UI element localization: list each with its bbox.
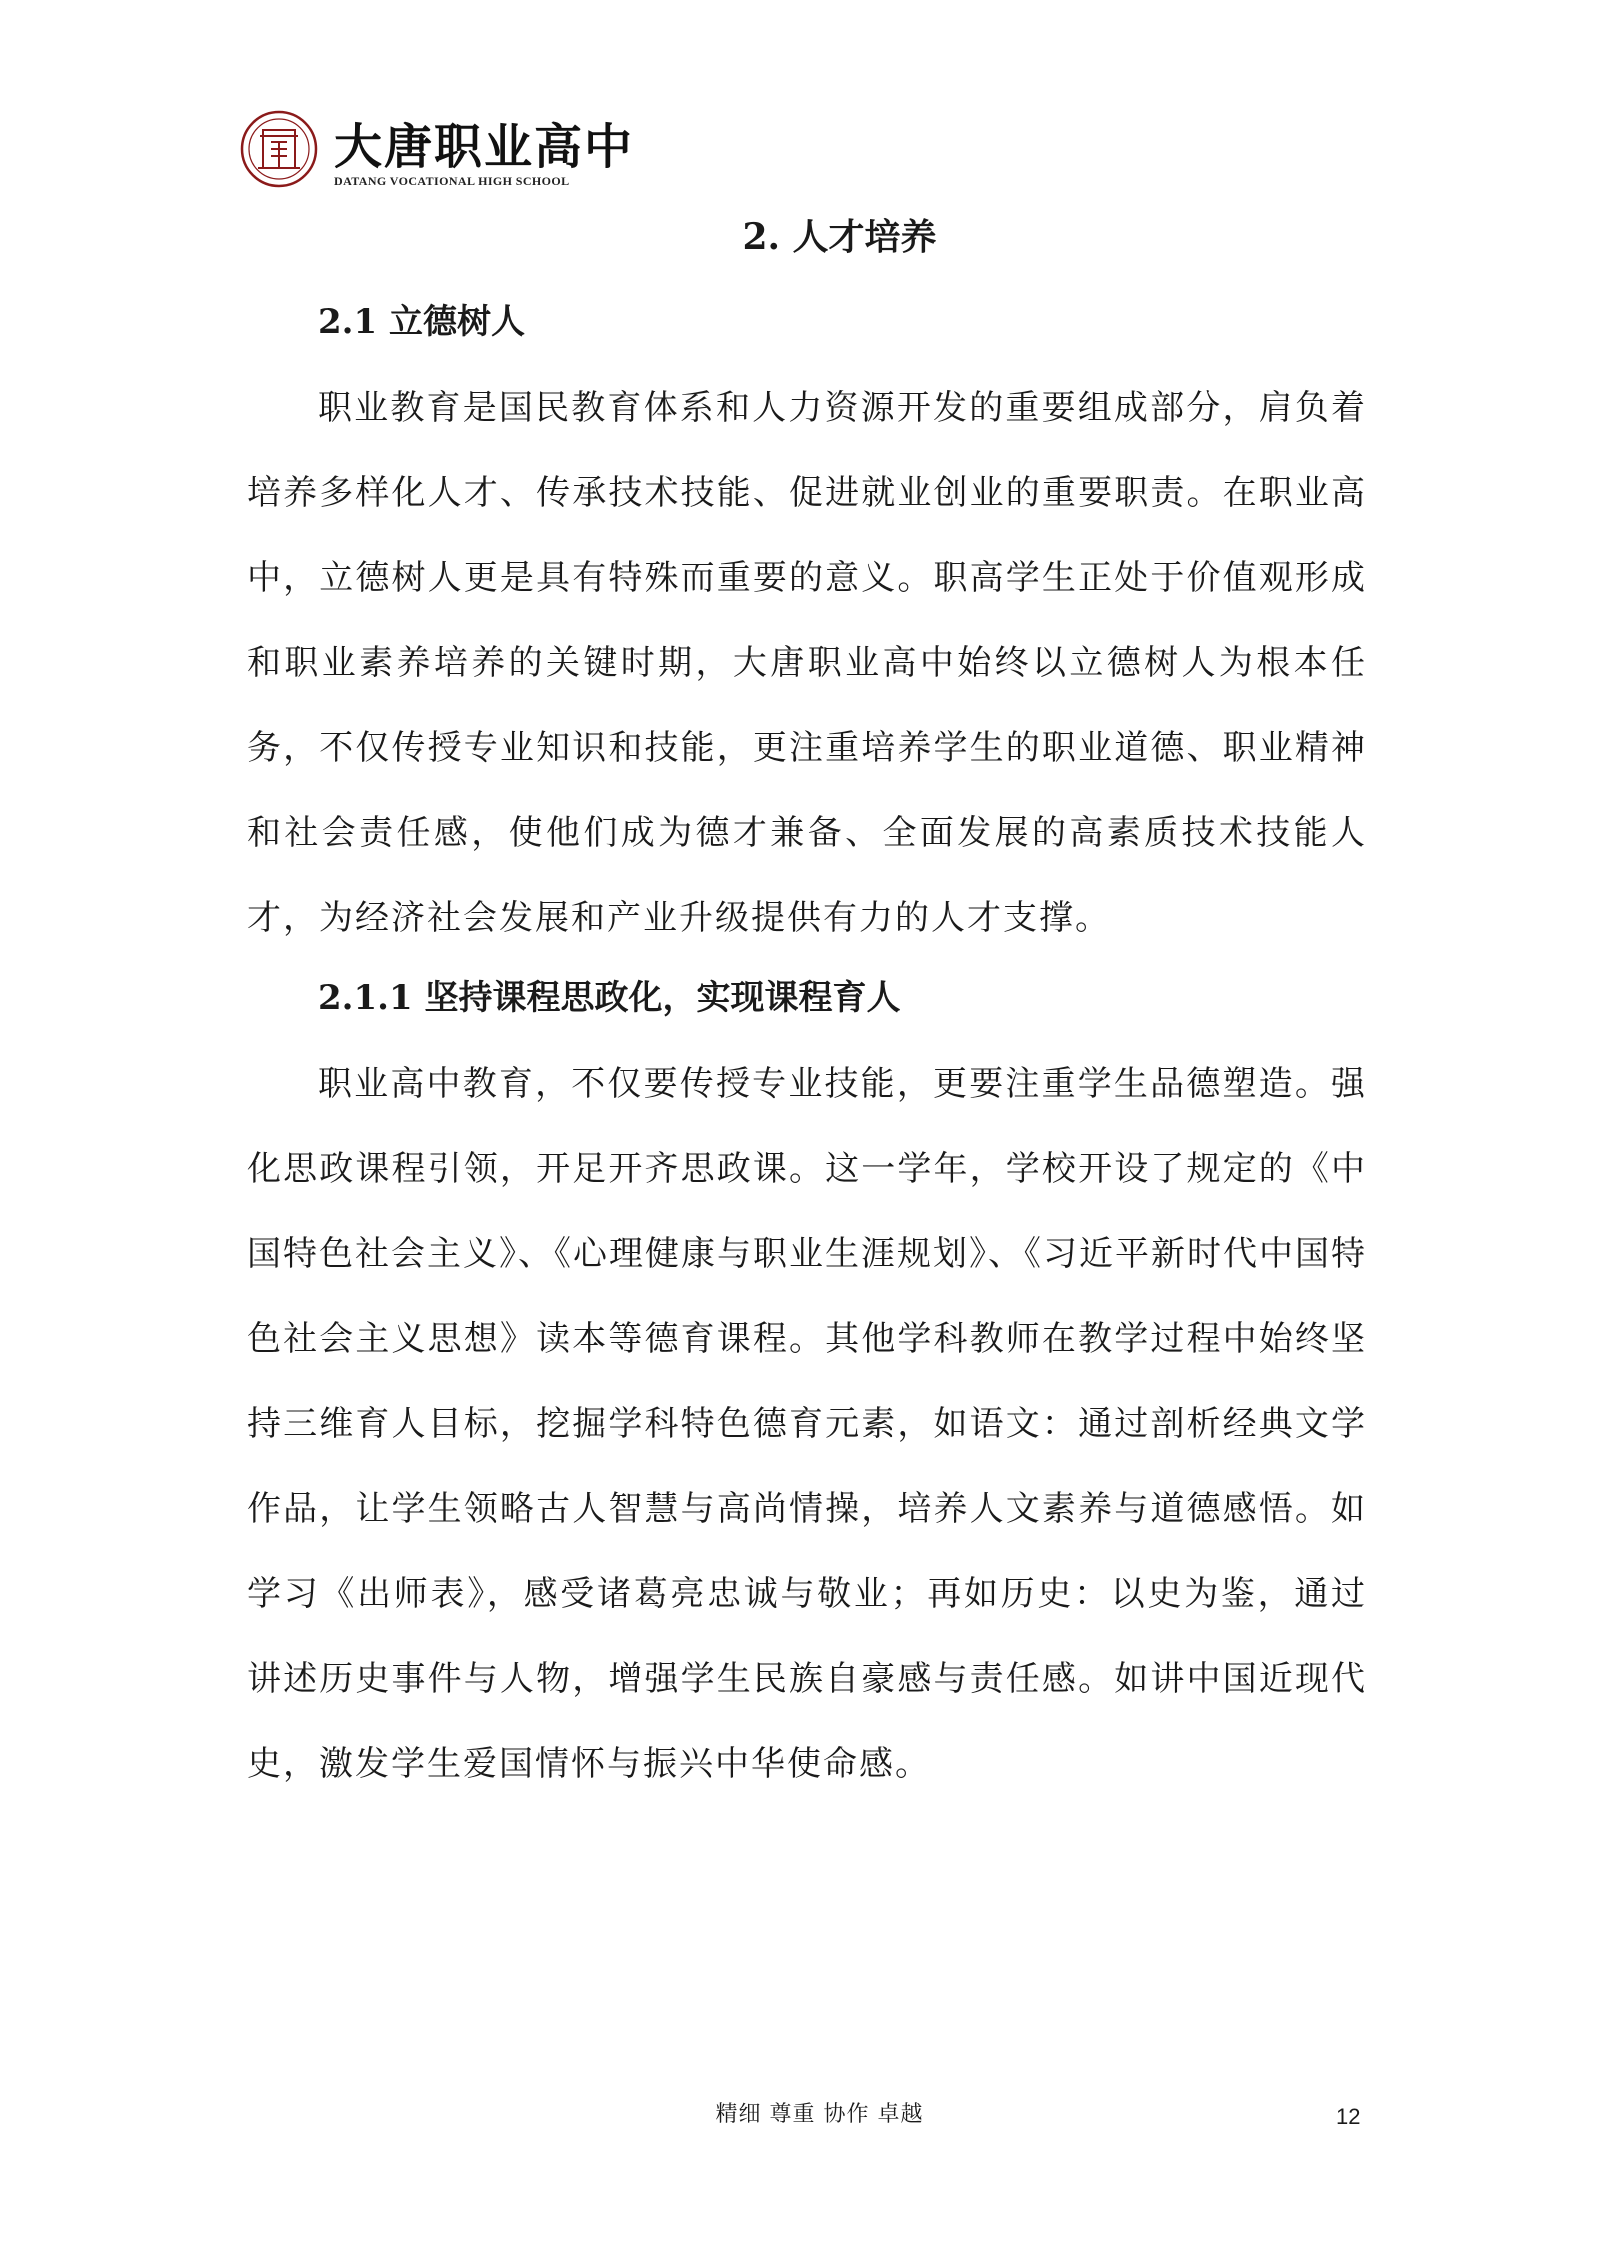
school-header	[240, 106, 640, 196]
school-logo-subtitle: DATANG VOCATIONAL HIGH SCHOOL	[334, 174, 570, 188]
school-logo-text: 大唐职业高中	[334, 119, 635, 175]
page-number: 12	[1336, 2104, 1361, 2129]
subsection-title-curriculum: 2.1.1 坚持课程思政化，实现课程育人	[318, 978, 901, 1018]
section-title: 2. 人才培养	[742, 216, 937, 258]
footer-motto: 精细 尊重 协作 卓越	[715, 2102, 924, 2127]
paragraph-curriculum: 职业高中教育，不仅要传授专业技能，更要注重学生品德塑造。强化思政课程引领，开足开齐思政课。这一学年，学校开设了规定的《中国特色社会主义》、《心理健康与职业生涯规划》、《习近平新时代中国特色社会主义思想》读本等德育课程。其他学科教师在教学过程中始终坚持三维育人目标，挖掘学科特色德育元素，如语文：通过剖析经典文学作品，让学生领略古人智慧与高尚情操，培养人文素养与道德感悟。如学习《出师表》，感受诸葛亮忠诚与敬业；再如历史：以史为鉴，通过讲述历史事件与人物，增强学生民族自豪感与责任感。如讲中国近现代史，激发学生爱国情怀与振兴中华使命感。	[247, 1064, 1367, 1784]
school-seal-icon	[240, 110, 318, 188]
subsection-title-moral-education: 2.1 立德树人	[318, 302, 525, 342]
paragraph-moral-education: 职业教育是国民教育体系和人力资源开发的重要组成部分，肩负着培养多样化人才、传承技术技能、促进就业创业的重要职责。在职业高中，立德树人更是具有特殊而重要的意义。职高学生正处于价值观形成和职业素养培养的关键时期，大唐职业高中始终以立德树人为根本任务，不仅传授专业知识和技能，更注重培养学生的职业道德、职业精神和社会责任感，使他们成为德才兼备、全面发展的高素质技术技能人才，为经济社会发展和产业升级提供有力的人才支撑。	[247, 388, 1367, 938]
